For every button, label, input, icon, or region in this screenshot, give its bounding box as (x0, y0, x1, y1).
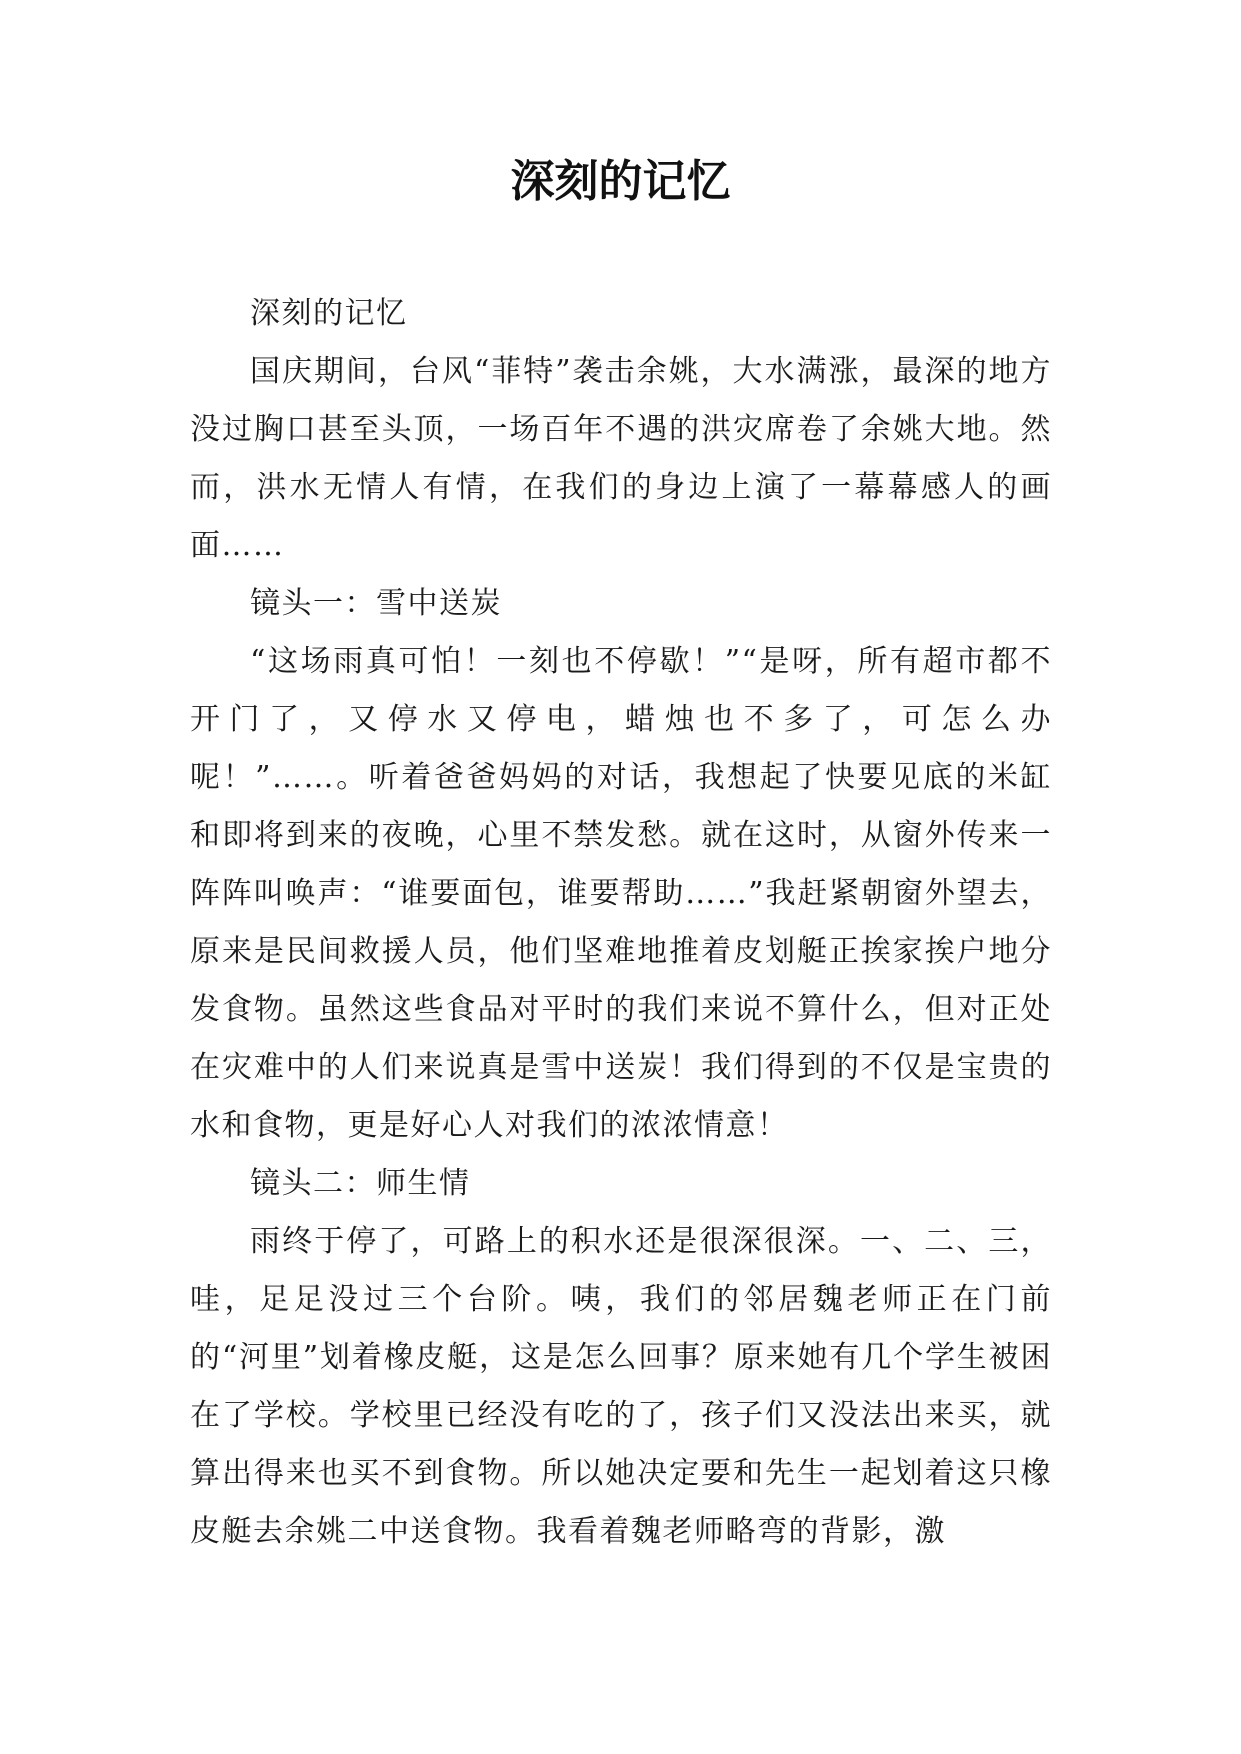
paragraph-scene-one: “这场雨真可怕！一刻也不停歇！”“是呀，所有超市都不开门了，又停水又停电，蜡烛也不多了，可怎么办呢！”……。听着爸爸妈妈的对话，我想起了快要见底的米缸和即将到来的夜晚，心里不禁发愁。就在这时，从窗外传来一阵阵叫唤声：“谁要面包，谁要帮助……”我赶紧朝窗外望去，原来是民间救援人员，他们坚难地推着皮划艇正挨家挨户地分发食物。虽然这些食品对平时的我们来说不算什么，但对正处在灾难中的人们来说真是雪中送炭！我们得到的不仅是宝贵的水和食物，更是好心人对我们的浓浓情意！ (190, 644, 1052, 1143)
document-title: 深刻的记忆 (510, 156, 731, 207)
paragraph-subtitle: 深刻的记忆 (250, 296, 408, 331)
document-body (190, 285, 1052, 1561)
section-heading-scene-two: 镜头二：师生情 (250, 1166, 471, 1201)
section-heading-scene-one: 镜头一：雪中送炭 (250, 586, 502, 621)
paragraph-scene-two: 雨终于停了，可路上的积水还是很深很深。一、二、三，哇，足足没过三个台阶。咦，我们的邻居魏老师正在门前的“河里”划着橡皮艇，这是怎么回事？原来她有几个学生被困在了学校。学校里已经没有吃的了，孩子们又没法出来买，就算出得来也买不到食物。所以她决定要和先生一起划着这只橡皮艇去余姚二中送食物。我看着魏老师略弯的背影，激 (190, 1224, 1052, 1549)
paragraph-intro: 国庆期间，台风“菲特”袭击余姚，大水满涨，最深的地方没过胸口甚至头顶，一场百年不遇的洪灾席卷了余姚大地。然而，洪水无情人有情，在我们的身边上演了一幕幕感人的画面…… (190, 354, 1052, 563)
